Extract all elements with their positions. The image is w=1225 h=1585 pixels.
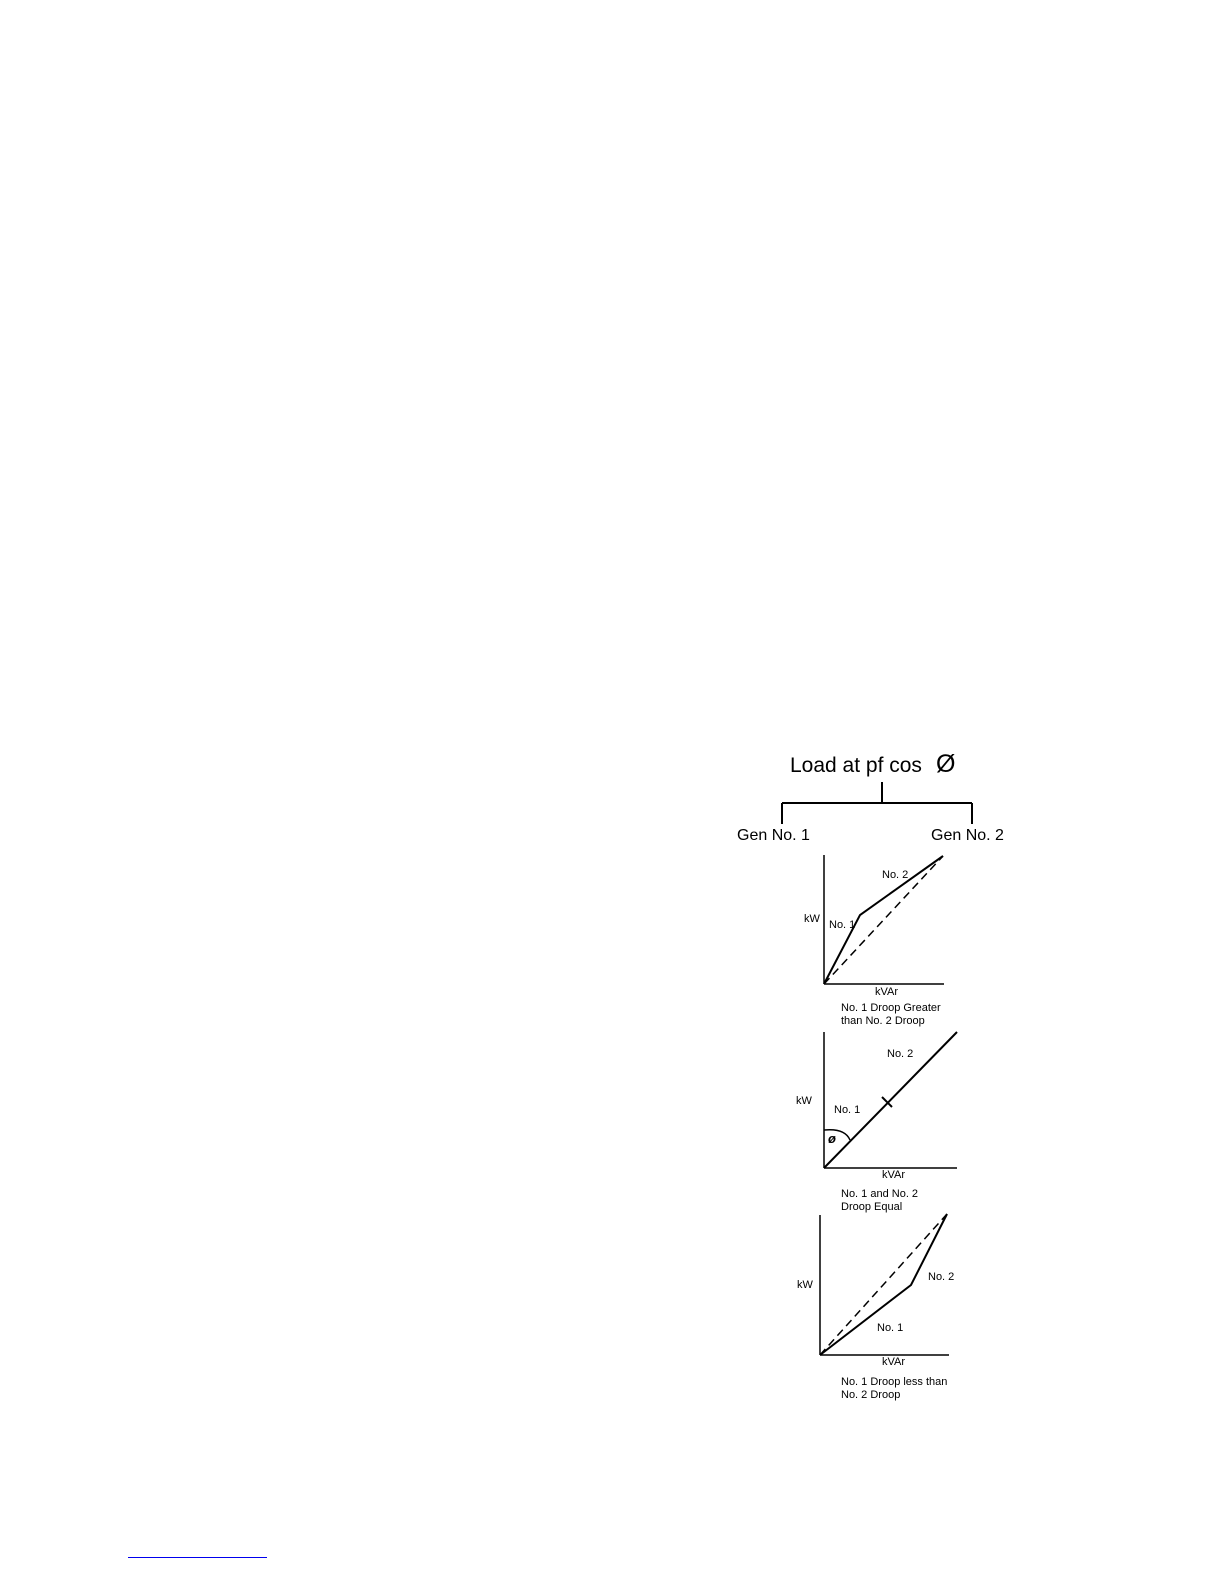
panel-2-tick-mark bbox=[882, 1097, 892, 1107]
panel-2-angle-symbol: ø bbox=[828, 1131, 836, 1146]
panel-1-caption: No. 1 Droop Greater than No. 2 Droop bbox=[841, 1002, 941, 1027]
title-text: Load at pf cos bbox=[790, 754, 922, 777]
panel-2-caption: No. 1 and No. 2 Droop Equal bbox=[841, 1188, 919, 1213]
panel-1-axis-x-label: kVAr bbox=[875, 986, 899, 998]
panel-2-axis-x-label: kVAr bbox=[882, 1169, 906, 1181]
phi-symbol: Ø bbox=[935, 750, 956, 778]
panel-1-label-no1: No. 1 bbox=[829, 919, 856, 931]
panel-3-label-no2: No. 2 bbox=[928, 1271, 955, 1283]
gen-2-label: Gen No. 2 bbox=[931, 827, 1004, 844]
panel-3-caption: No. 1 Droop less than No. 2 Droop bbox=[841, 1376, 948, 1401]
panel-3-axis-y-label: kW bbox=[797, 1279, 813, 1291]
panel-2-axis-y-label: kW bbox=[796, 1095, 812, 1107]
diagram-title bbox=[790, 750, 955, 779]
panel-2-label-no1: No. 1 bbox=[834, 1104, 861, 1116]
panel-1-label-no2: No. 2 bbox=[882, 869, 909, 881]
panel-3-label-no1: No. 1 bbox=[877, 1322, 904, 1334]
footnote-rule bbox=[128, 1557, 267, 1558]
gen-1-label: Gen No. 1 bbox=[737, 827, 810, 844]
panel-2-label-no2: No. 2 bbox=[887, 1048, 914, 1060]
panel-1-axis-y-label: kW bbox=[804, 913, 820, 925]
panel-3-axis-x-label: kVAr bbox=[882, 1356, 906, 1368]
